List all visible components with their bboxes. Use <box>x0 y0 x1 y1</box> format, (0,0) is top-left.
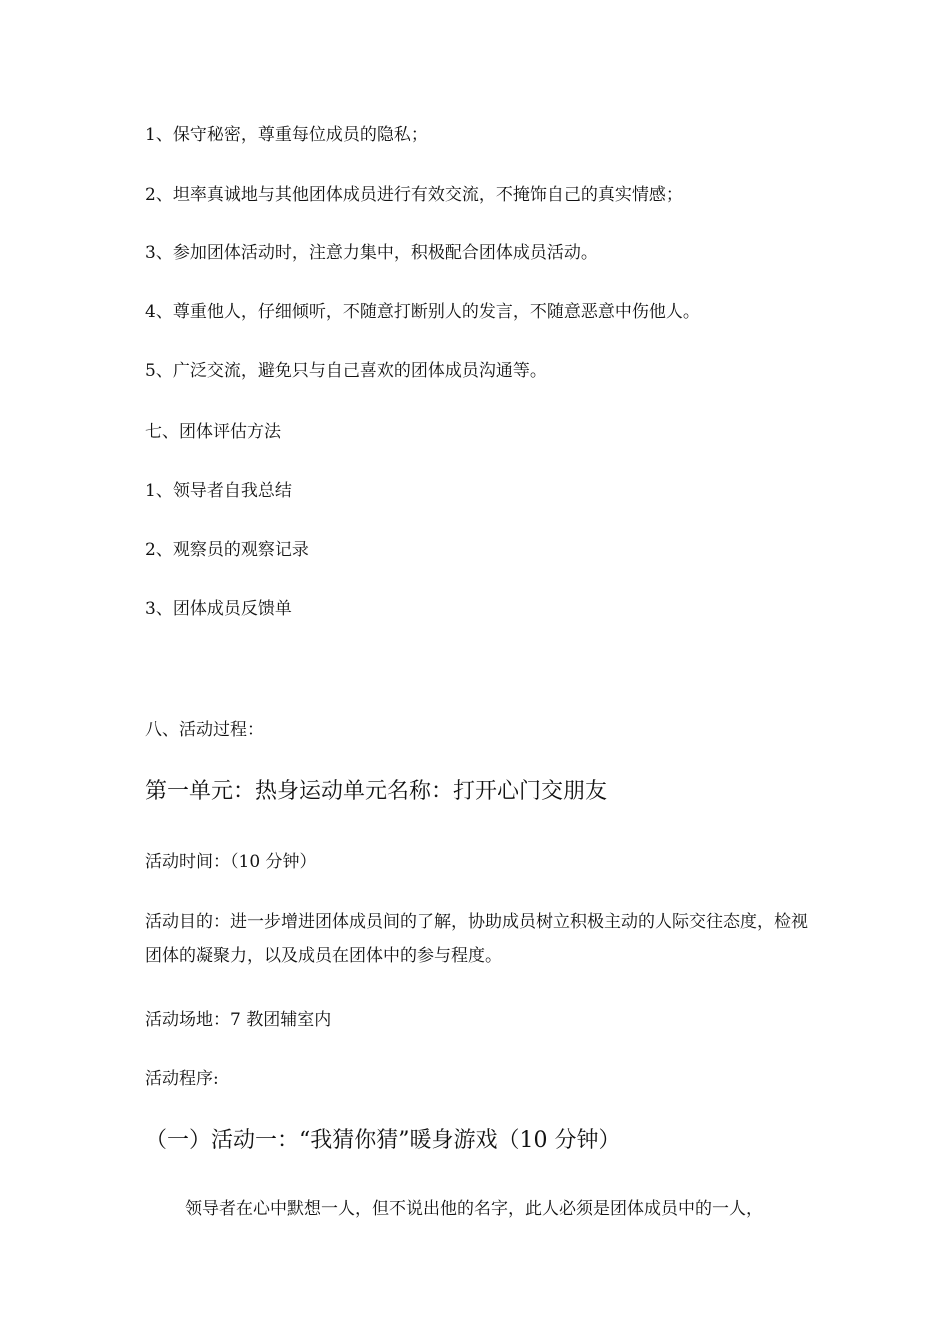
rule-3: 3、参加团体活动时，注意力集中，积极配合团体成员活动。 <box>145 243 598 263</box>
unit-title: 第一单元：热身运动单元名称：打开心门交朋友 <box>145 779 608 804</box>
section-8-heading: 八、活动过程： <box>145 720 264 740</box>
evaluation-item-3: 3、团体成员反馈单 <box>145 599 292 619</box>
evaluation-item-1: 1、领导者自我总结 <box>145 481 292 501</box>
activity-venue: 活动场地：7 教团辅室内 <box>145 1010 332 1030</box>
rule-1: 1、保守秘密，尊重每位成员的隐私； <box>145 125 428 145</box>
rule-4: 4、尊重他人，仔细倾听，不随意打断别人的发言，不随意恶意中伤他人。 <box>145 302 700 322</box>
activity-procedure: 活动程序: <box>145 1069 219 1089</box>
section-7-heading: 七、团体评估方法 <box>145 422 281 442</box>
rule-2: 2、坦率真诚地与其他团体成员进行有效交流，不掩饰自己的真实情感； <box>145 185 683 205</box>
activity-purpose: 活动目的：进一步增进团体成员间的了解，协助成员树立积极主动的人际交往态度，检视团体的凝聚力，以及成员在团体中的参与程度。 <box>145 912 808 966</box>
evaluation-item-2: 2、观察员的观察记录 <box>145 540 309 560</box>
activity-1-title: （一）活动一：“我猜你猜”暖身游戏（10 分钟） <box>145 1128 621 1153</box>
activity-time: 活动时间：（10 分钟） <box>145 852 317 872</box>
activity-1-text: 领导者在心中默想一人，但不说出他的名字，此人必须是团体成员中的一人， <box>185 1199 763 1219</box>
rule-5: 5、广泛交流，避免只与自己喜欢的团体成员沟通等。 <box>145 361 547 381</box>
